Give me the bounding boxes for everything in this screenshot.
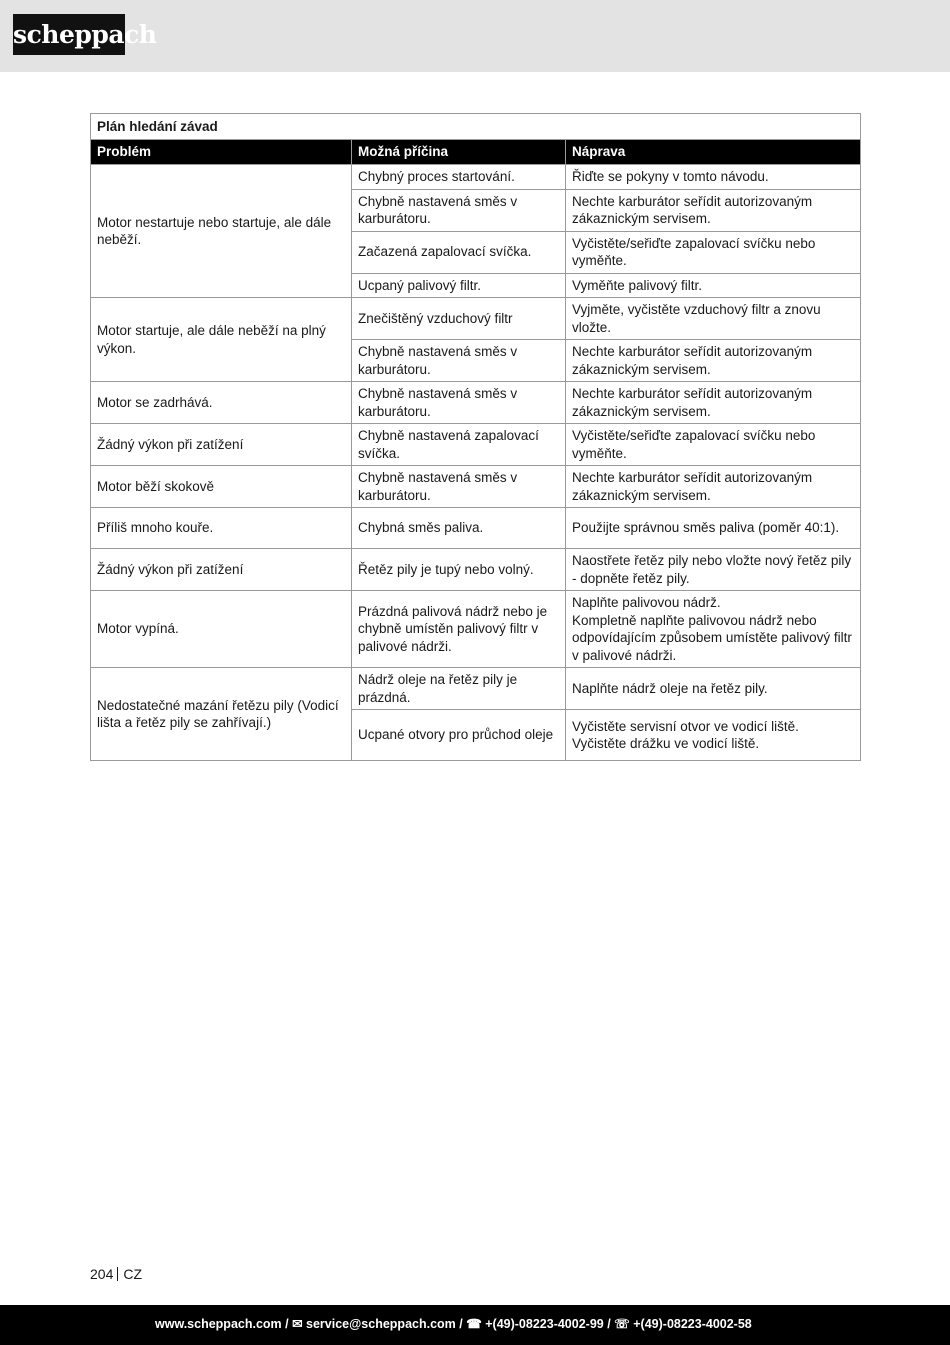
cause-cell: Chybně nastavená směs v karburátoru. <box>352 189 566 231</box>
problem-cell: Žádný výkon při zatížení <box>91 424 352 466</box>
cause-cell: Začazená zapalovací svíčka. <box>352 231 566 273</box>
remedy-cell: Vyčistěte servisní otvor ve vodicí liště. Vyčistěte drážku ve vodicí liště. <box>566 710 861 761</box>
problem-cell: Motor se zadrhává. <box>91 382 352 424</box>
cause-cell: Ucpané otvory pro průchod oleje <box>352 710 566 761</box>
problem-cell: Žádný výkon při zatížení <box>91 549 352 591</box>
remedy-cell: Vyměňte palivový filtr. <box>566 273 861 298</box>
remedy-cell: Nechte karburátor seřídit autorizovaným zákaznickým servisem. <box>566 466 861 508</box>
remedy-cell: Řiďte se pokyny v tomto návodu. <box>566 165 861 190</box>
remedy-cell: Vyčistěte/seřiďte zapalovací svíčku nebo vyměňte. <box>566 231 861 273</box>
remedy-cell: Naplňte palivovou nádrž. Kompletně naplňte palivovou nádrž nebo odpovídajícím způsobem umístěte palivový filtr v palivové nádrži. <box>566 591 861 668</box>
problem-cell: Motor vypíná. <box>91 591 352 668</box>
footer-bar <box>0 1305 950 1345</box>
cause-cell: Chybná směs paliva. <box>352 508 566 549</box>
troubleshooting-table <box>90 113 861 761</box>
table-header-row <box>91 140 861 165</box>
page-language: CZ <box>123 1266 143 1282</box>
header-remedy: Náprava <box>566 140 861 165</box>
problem-cell: Nedostatečné mazání řetězu pily (Vodicí lišta a řetěz pily se zahřívají.) <box>91 668 352 761</box>
table-row <box>91 668 861 710</box>
cause-cell: Ucpaný palivový filtr. <box>352 273 566 298</box>
brand-logo: scheppach <box>13 14 125 55</box>
table-row <box>91 549 861 591</box>
remedy-cell: Vyčistěte/seřiďte zapalovací svíčku nebo vyměňte. <box>566 424 861 466</box>
header-band <box>0 0 950 72</box>
cause-cell: Chybný proces startování. <box>352 165 566 190</box>
page-separator <box>117 1267 118 1281</box>
page-number <box>90 1266 142 1282</box>
remedy-cell: Nechte karburátor seřídit autorizovaným zákaznickým servisem. <box>566 382 861 424</box>
cause-cell: Nádrž oleje na řetěz pily je prázdná. <box>352 668 566 710</box>
table-row <box>91 466 861 508</box>
problem-cell: Motor nestartuje nebo startuje, ale dále neběží. <box>91 165 352 298</box>
remedy-cell: Vyjměte, vyčistěte vzduchový filtr a znovu vložte. <box>566 298 861 340</box>
problem-cell: Motor startuje, ale dále neběží na plný výkon. <box>91 298 352 382</box>
remedy-cell: Naostřete řetěz pily nebo vložte nový řetěz pily - dopněte řetěz pily. <box>566 549 861 591</box>
remedy-cell: Nechte karburátor seřídit autorizovaným zákaznickým servisem. <box>566 340 861 382</box>
cause-cell: Prázdná palivová nádrž nebo je chybně umístěn palivový filtr v palivové nádrži. <box>352 591 566 668</box>
problem-cell: Motor běží skokově <box>91 466 352 508</box>
table-row <box>91 508 861 549</box>
table-row <box>91 165 861 190</box>
cause-cell: Chybně nastavená směs v karburátoru. <box>352 466 566 508</box>
remedy-cell: Nechte karburátor seřídit autorizovaným zákaznickým servisem. <box>566 189 861 231</box>
table-row <box>91 298 861 340</box>
table-row <box>91 424 861 466</box>
problem-cell: Příliš mnoho kouře. <box>91 508 352 549</box>
header-cause: Možná příčina <box>352 140 566 165</box>
header-problem: Problém <box>91 140 352 165</box>
table-row <box>91 382 861 424</box>
remedy-cell: Použijte správnou směs paliva (poměr 40:1). <box>566 508 861 549</box>
table-title: Plán hledání závad <box>91 114 861 140</box>
remedy-cell: Naplňte nádrž oleje na řetěz pily. <box>566 668 861 710</box>
page-number-value: 204 <box>90 1266 114 1282</box>
cause-cell: Chybně nastavená směs v karburátoru. <box>352 382 566 424</box>
cause-cell: Řetěz pily je tupý nebo volný. <box>352 549 566 591</box>
table-row <box>91 591 861 668</box>
cause-cell: Chybně nastavená směs v karburátoru. <box>352 340 566 382</box>
cause-cell: Chybně nastavená zapalovací svíčka. <box>352 424 566 466</box>
cause-cell: Znečištěný vzduchový filtr <box>352 298 566 340</box>
footer-contact: www.scheppach.com / ✉ service@scheppach.com / ☎ +(49)-08223-4002-99 / ☏ +(49)-08223-4002-58 <box>155 1317 752 1331</box>
